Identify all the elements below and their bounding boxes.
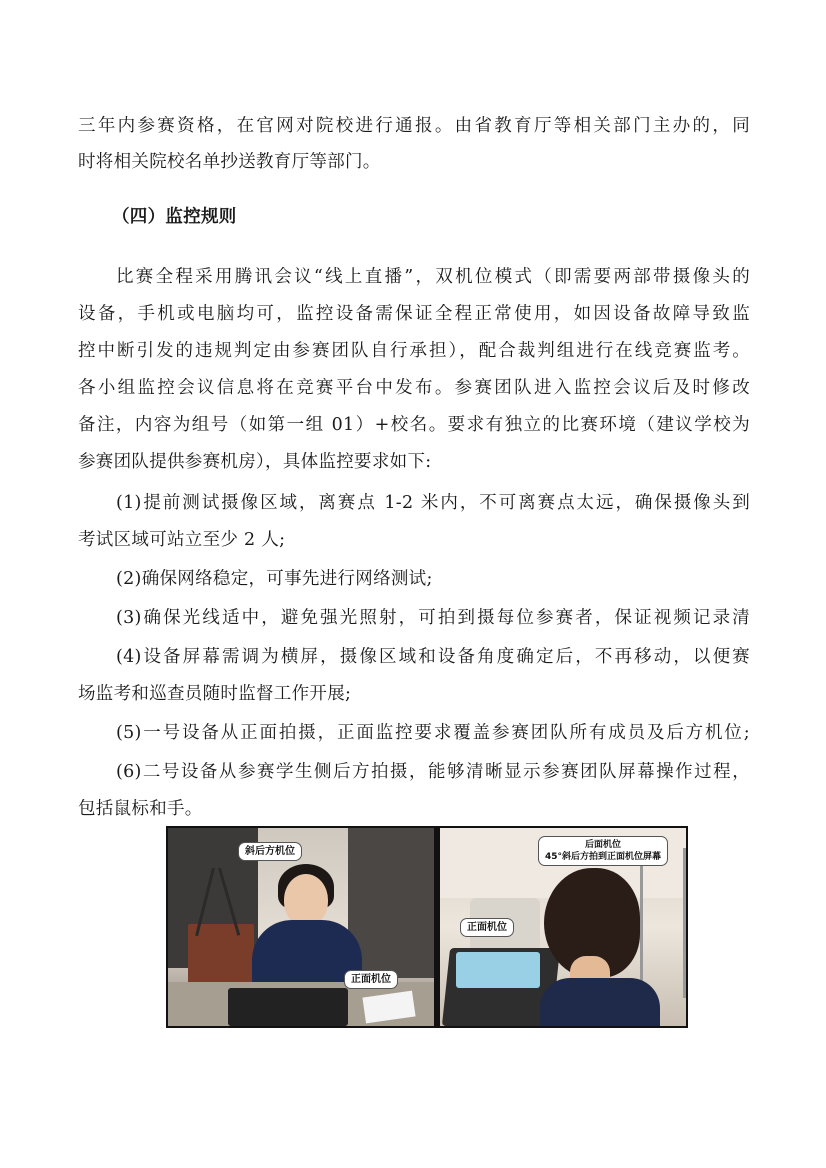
front-camera-label: 正面机位 bbox=[460, 918, 514, 937]
front-camera-label: 正面机位 bbox=[344, 970, 398, 989]
tripod bbox=[640, 848, 686, 998]
paragraph-line: 时将相关院校名单抄送教育厅等部门。 bbox=[78, 152, 381, 172]
list-item-line: 包括鼠标和手。 bbox=[78, 799, 203, 819]
list-item-line: 考试区域可站立至少 2 人; bbox=[78, 530, 286, 550]
rear-camera-label bbox=[538, 836, 668, 866]
paragraph-line: 三年内参赛资格，在官网对院校进行通报。由省教育厅等相关部门主办的，同 bbox=[78, 116, 750, 136]
paragraph-line: 比赛全程采用腾讯会议“线上直播”，双机位模式（即需要两部带摄像头的 bbox=[116, 267, 750, 287]
rear-camera-label-line: 后面机位 bbox=[585, 840, 622, 850]
laptop-screen bbox=[456, 952, 540, 988]
list-item-line: (2)确保网络稳定，可事先进行网络测试; bbox=[116, 569, 433, 589]
list-item-line: (6)二号设备从参赛学生侧后方拍摄，能够清晰显示参赛团队屏幕操作过程， bbox=[116, 762, 750, 782]
rear-camera-label: 斜后方机位 bbox=[238, 842, 302, 861]
rear-camera-view bbox=[440, 828, 686, 1026]
person-body bbox=[540, 978, 660, 1026]
paragraph-line: 控中断引发的违规判定由参赛团队自行承担），配合裁判组进行在线竞赛监考。 bbox=[78, 341, 750, 361]
paragraph-line: 备注，内容为组号（如第一组 01）+校名。要求有独立的比赛环境（建议学校为 bbox=[78, 415, 750, 435]
person-face bbox=[284, 874, 328, 926]
paragraph-line: 设备，手机或电脑均可，监控设备需保证全程正常使用，如因设备故障导致监 bbox=[78, 304, 750, 324]
list-item-line: 场监考和巡查员随时监督工作开展; bbox=[78, 684, 352, 704]
list-item-line: (1)提前测试摄像区域，离赛点 1-2 米内，不可离赛点太远，确保摄像头到 bbox=[116, 493, 750, 513]
paragraph-line: 各小组监控会议信息将在竞赛平台中发布。参赛团队进入监控会议后及时修改 bbox=[78, 378, 750, 398]
front-camera-view bbox=[168, 828, 434, 1026]
rear-camera-label-line: 45°斜后方拍到正面机位屏幕 bbox=[545, 852, 662, 862]
list-item-line: (4)设备屏幕需调为横屏，摄像区域和设备角度确定后，不再移动，以便赛 bbox=[116, 647, 750, 667]
section-heading: （四）监控规则 bbox=[112, 207, 237, 227]
list-item-line: (3)确保光线适中，避免强光照射，可拍到摄每位参赛者，保证视频记录清 bbox=[116, 608, 750, 628]
camera-setup-photo bbox=[166, 826, 688, 1028]
paragraph-line: 参赛团队提供参赛机房），具体监控要求如下: bbox=[78, 452, 432, 472]
list-item-line: (5)一号设备从正面拍摄，正面监控要求覆盖参赛团队所有成员及后方机位; bbox=[116, 723, 750, 743]
laptop bbox=[228, 988, 348, 1026]
